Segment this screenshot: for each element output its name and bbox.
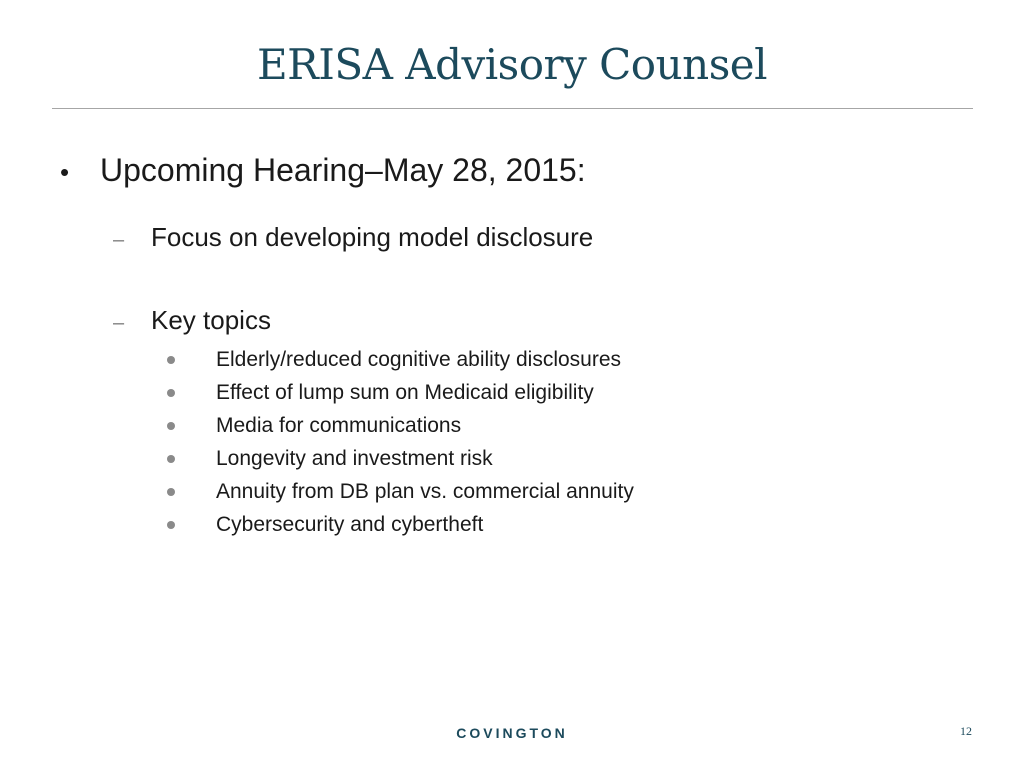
topic-text: Media for communications (216, 413, 462, 437)
bullet-marker: • (60, 157, 70, 187)
slide-title: ERISA Advisory Counsel (256, 40, 768, 89)
list-item (160, 508, 634, 541)
covington-logo: COVINGTON (456, 725, 568, 741)
list-item (160, 343, 634, 376)
list-item (160, 442, 634, 475)
sub-item-focus (113, 222, 593, 253)
bullet-dot-icon (167, 389, 175, 397)
topic-text: Effect of lump sum on Medicaid eligibility (216, 380, 594, 404)
sub-item-key-topics (113, 305, 271, 336)
list-item (160, 376, 634, 409)
topic-text: Elderly/reduced cognitive ability disclosures (216, 347, 622, 371)
list-item (160, 475, 634, 508)
page-number: 12 (960, 724, 972, 738)
topics-list (160, 343, 634, 541)
topic-text: Cybersecurity and cybertheft (216, 512, 484, 536)
bullet-dot-icon (167, 488, 175, 496)
topic-text: Longevity and investment risk (216, 446, 493, 470)
list-item (160, 409, 634, 442)
bullet-dot-icon (167, 356, 175, 364)
dash-marker: – (113, 312, 125, 334)
sub-item-text: Focus on developing model disclosure (151, 222, 594, 252)
bullet-dot-icon (167, 521, 175, 529)
topic-text: Annuity from DB plan vs. commercial annuity (216, 479, 634, 503)
dash-marker: – (113, 229, 125, 251)
main-bullet-text: Upcoming Hearing–May 28, 2015: (100, 152, 586, 188)
bullet-dot-icon (167, 422, 175, 430)
title-divider (52, 108, 973, 109)
bullet-dot-icon (167, 455, 175, 463)
sub-item-text: Key topics (151, 305, 271, 335)
main-bullet (60, 152, 586, 189)
